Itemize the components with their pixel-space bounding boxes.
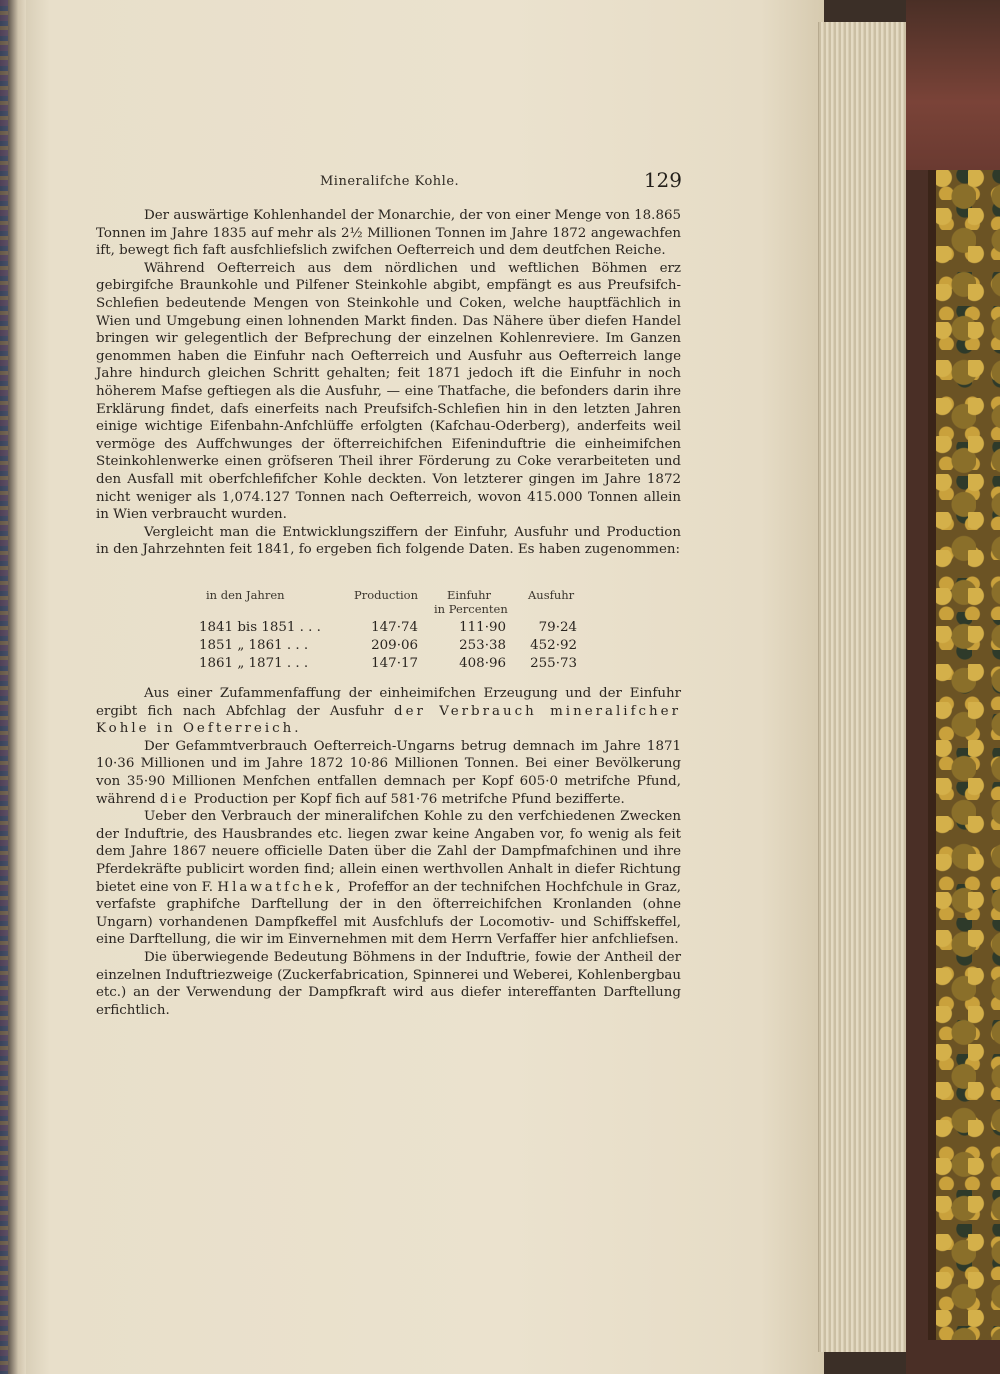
table-header-import-sub: in Percenten [434, 602, 508, 616]
usage-emphasis: Hlawatfchek, [217, 879, 344, 895]
table-row [96, 656, 681, 674]
cell-production: 147·17 [371, 656, 418, 671]
summary-emphasis: der Verbrauch mineralifcher Kohle in Oefterreich. [96, 703, 681, 737]
running-header [96, 168, 684, 198]
consumption-text-b: Production per Kopf fich auf 581·76 metrifche Pfund bezifferte. [193, 791, 625, 807]
cell-export: 255·73 [530, 656, 577, 671]
table-header-import: Einfuhr [447, 588, 492, 602]
paragraph [96, 808, 681, 949]
table-row [96, 620, 681, 638]
summary-lead: Aus einer Zufammenfaffung der einheimifchen Erzeugung und der Einfuhr ergibt fich nach Abfchlag der Ausfuhr [96, 686, 681, 719]
paragraph: Während Oefterreich aus dem nördlichen und weftlichen Böhmen erz gebirgifche Braunkohle und Pilfener Steinkohle abgibt, empfängt es aus Preufsifch-Schlefien bedeutende Mengen von Steinkohle und Coken, welche hauptfächlich in Wien und Umgebung einen lohnenden Markt finden. Das Nähere über diefen Handel bringen wir gelegentlich der Befprechung der einzelnen Kohlenreviere. Im Ganzen genommen haben die Einfuhr nach Oefterreich und Ausfuhr aus Oefterreich lange Jahre hindurch gleichen Schritt gehalten; feit 1871 jedoch ift die Einfuhr in noch höherem Mafse geftiegen als die Ausfuhr, — eine Thatfache, die befonders darin ihre Erklärung findet, dafs einerfeits nach Preufsifch-Schlefien hin in den letzten Jahren einige wichtige Eifenbahn-Anfchlüffe erfolgten (Kafchau-Oderberg), anderfeits weil vermöge des Auffchwunges der öfterreichifchen Eifeninduftrie die einheimifchen Steinkohlenwerke einen gröfseren Theil ihrer Förderung zu Coke verarbeiteten und den Ausfall mit oberfchlefifcher Kohle deckten. Von letzterer gingen im Jahre 1872 nicht weniger als 1,074.127 Tonnen nach Oefterreich, wovon 415.000 Tonnen allein in Wien verbraucht wurden. [96, 260, 681, 523]
paragraph [96, 738, 681, 808]
consumption-text-a: Der Gefammtverbrauch Oefterreich-Ungarns betrug demnach im Jahre 1871 10·36 Millionen und im Jahre 1872 10·86 Millionen Tonnen. Bei einer Bevölkerung von 35·90 Millionen Menfchen entfallen demnach per Kopf 605·0 metrifche Pfund, während [96, 738, 681, 807]
cell-production: 209·06 [371, 638, 418, 653]
body-text-bottom [96, 685, 681, 1019]
left-page-edge [0, 0, 26, 1374]
cell-import: 111·90 [459, 620, 506, 635]
cell-export: 452·92 [530, 638, 577, 653]
page-number: 129 [643, 168, 682, 192]
cover-spine-top [906, 0, 1000, 170]
cell-period: 1841 bis 1851 . . . [199, 620, 321, 635]
consumption-emphasis: die [159, 791, 190, 807]
paragraph: Die überwiegende Bedeutung Böhmens in der Induftrie, fowie der Antheil der einzelnen Induftriezweige (Zuckerfabrication, Spinnerei und Weberei, Kohlenbergbau etc.) an der Verwendung der Dampfkraft wird aus diefer intereffanten Darftellung erfichtlich. [96, 949, 681, 1018]
table-body [96, 620, 681, 674]
cell-import: 253·38 [459, 638, 506, 653]
running-title: Mineralifche Kohle. [320, 174, 460, 189]
cell-production: 147·74 [371, 620, 418, 635]
growth-table [96, 588, 681, 678]
page-stack-edges [818, 22, 919, 1352]
paragraph: Vergleicht man die Entwicklungsziffern der Einfuhr, Ausfuhr und Production in den Jahrzehnten feit 1841, fo ergeben fich folgende Daten. Es haben zugenommen: [96, 524, 681, 558]
body-text-top [96, 207, 681, 559]
table-header-period: in den Jahren [206, 588, 285, 602]
table-row [96, 638, 681, 656]
cell-import: 408·96 [459, 656, 506, 671]
cell-export: 79·24 [538, 620, 577, 635]
paragraph [96, 685, 681, 738]
table-header-export: Ausfuhr [528, 588, 575, 602]
marbled-endpaper [936, 170, 1000, 1340]
paragraph: Der auswärtige Kohlenhandel der Monarchie, der von einer Menge von 18.865 Tonnen im Jahre 1835 auf mehr als 2½ Millionen Tonnen im Jahre 1872 angewachfen ift, bewegt fich faft ausfchliefslich zwifchen Oefterreich und dem deutfchen Reiche. [96, 208, 681, 259]
usage-text-b: Profeffor an der technifchen Hochfchule in Graz, verfafste graphifche Darftellung der in den öfterreichifchen Kronlanden (ohne Ungarn) vorhandenen Dampfkeffel mit Ausfchlufs der Locomotiv- und Schiffskeffel, eine Darftellung, die wir im Einvernehmen mit dem Herrn Verfaffer hier anfchliefsen. [96, 879, 681, 948]
cell-period: 1861 „ 1871 . . . [199, 656, 309, 671]
cell-period: 1851 „ 1861 . . . [199, 638, 309, 653]
table-header-production: Production [354, 588, 418, 602]
usage-text-a: Ueber den Verbrauch der mineralifchen Kohle zu den verfchiedenen Zwecken der Induftrie, des Hausbrandes etc. liegen zwar keine Angaben vor, fo wenig als feit dem Jahre 1867 neuere officielle Daten über die Zahl der Dampfmafchinen und ihre Pferdekräfte publicirt worden find; allein einen werthvollen Anhalt in diefer Richtung bietet eine von F. [96, 809, 681, 895]
